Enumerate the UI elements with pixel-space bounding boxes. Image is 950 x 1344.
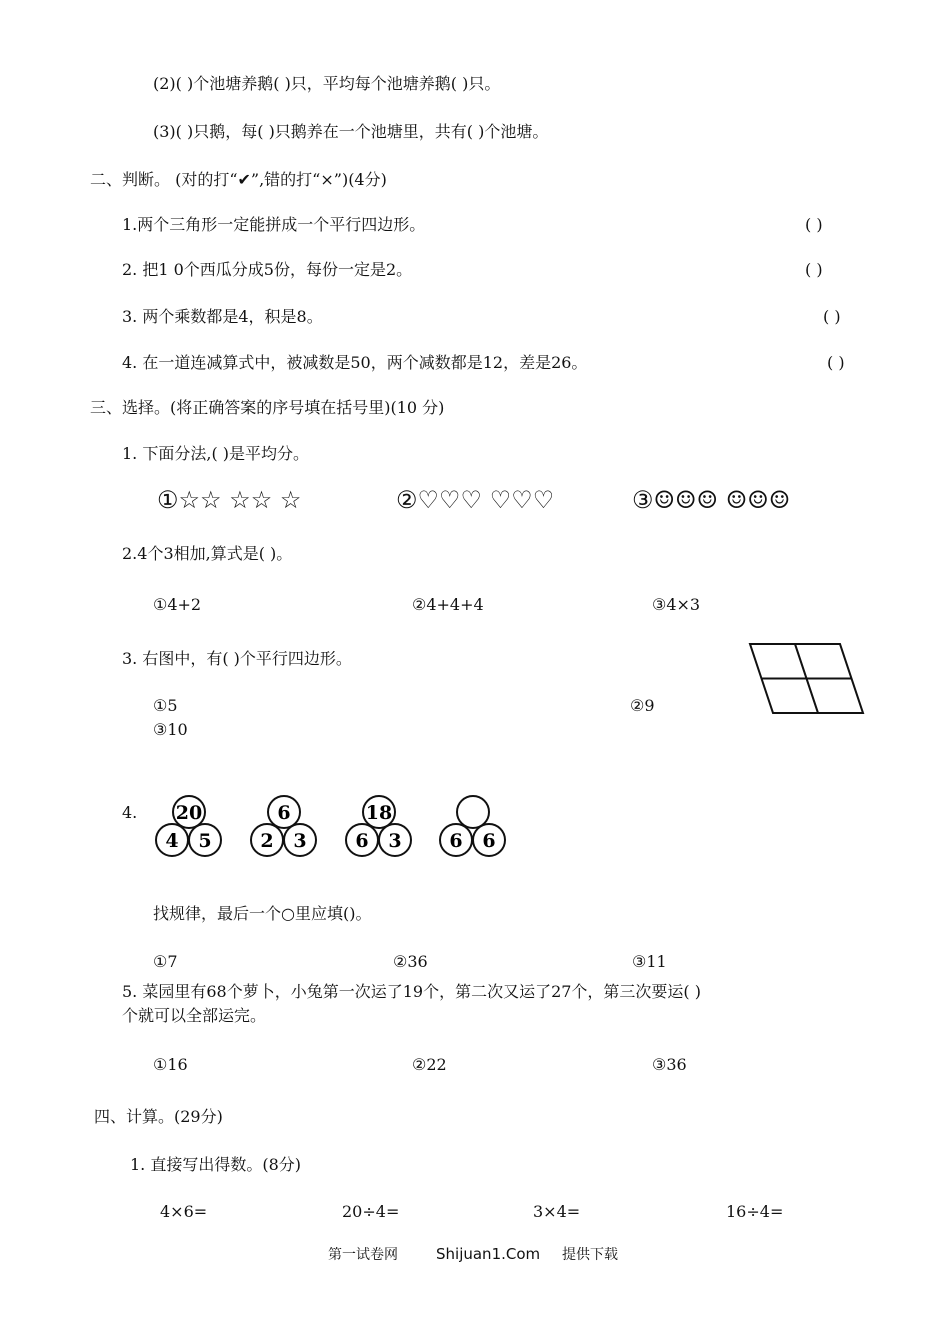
- circle-top-number: 18: [365, 802, 393, 824]
- option: ①4+2: [153, 595, 202, 614]
- question-line: 1. 下面分法,( )是平均分。: [122, 444, 310, 463]
- question-line: 3. 右图中，有( )个平行四边形。: [122, 649, 352, 668]
- circle-right-number: 3: [388, 830, 402, 852]
- question-line: 1. 直接写出得数。(8分): [130, 1155, 302, 1174]
- circle-right-number: 6: [482, 830, 496, 852]
- judge-item: 3. 两个乘数都是4，积是8。: [122, 307, 323, 326]
- option: ③36: [652, 1055, 687, 1074]
- circle-group: [438, 794, 508, 860]
- parallelogram-figure: [748, 642, 866, 716]
- circle-top-number: 20: [175, 802, 203, 824]
- question-line: (3)( )只鹅，每( )只鹅养在一个池塘里，共有( )个池塘。: [153, 122, 549, 141]
- option: ①7: [153, 952, 178, 971]
- option: ③4×3: [652, 595, 701, 614]
- option: ③10: [153, 720, 188, 739]
- circle-left-number: 6: [449, 830, 463, 852]
- footer-brand: Shijuan1.Com: [436, 1245, 541, 1263]
- circle-right-number: 5: [198, 830, 212, 852]
- circle-top-number: 6: [277, 802, 291, 824]
- section-title: 四、计算。(29分): [94, 1107, 223, 1126]
- question-line: 5. 菜园里有68个萝卜，小兔第一次运了19个，第二次又运了27个，第三次要运( ): [122, 982, 702, 1001]
- calc-item: 3×4=: [533, 1202, 581, 1221]
- question-line: 个就可以全部运完。: [122, 1006, 267, 1025]
- answer-bracket: ( ): [827, 353, 845, 372]
- calc-item: 16÷4=: [726, 1202, 784, 1221]
- calc-item: 20÷4=: [342, 1202, 400, 1221]
- option: ①5: [153, 696, 178, 715]
- option-smileys: ③☺☺☺ ☺☺☺: [632, 486, 791, 514]
- circle-group: [249, 794, 319, 860]
- section-title: 二、判断。 (对的打“✔”,错的打“×”)(4分): [90, 170, 387, 189]
- question-line: (2)( )个池塘养鹅( )只，平均每个池塘养鹅( )只。: [153, 74, 501, 93]
- judge-item: 1.两个三角形一定能拼成一个平行四边形。: [122, 215, 426, 234]
- calc-item: 4×6=: [160, 1202, 208, 1221]
- option-stars: ①☆☆ ☆☆ ☆: [157, 486, 302, 514]
- footer-download-text: 提供下载: [562, 1247, 618, 1263]
- question-line: 2.4个3相加,算式是( )。: [122, 544, 293, 563]
- footer-site-name: 第一试卷网: [328, 1247, 398, 1263]
- option: ③11: [632, 952, 667, 971]
- circle-left-number: 4: [165, 830, 179, 852]
- circle-right-number: 3: [293, 830, 307, 852]
- circle-left-number: 6: [355, 830, 369, 852]
- question-number: 4.: [122, 803, 138, 822]
- judge-item: 4. 在一道连减算式中，被减数是50，两个减数都是12，差是26。: [122, 353, 588, 372]
- option: ②9: [630, 696, 655, 715]
- option: ①16: [153, 1055, 188, 1074]
- option: ②4+4+4: [412, 595, 484, 614]
- section-title: 三、选择。(将正确答案的序号填在括号里)(10 分): [90, 398, 445, 417]
- answer-bracket: ( ): [805, 260, 823, 279]
- answer-bracket: ( ): [805, 215, 823, 234]
- question-line: 找规律，最后一个○里应填()。: [153, 904, 372, 923]
- option: ②22: [412, 1055, 447, 1074]
- circle-group: [344, 794, 414, 860]
- judge-item: 2. 把1 0个西瓜分成5份，每份一定是2。: [122, 260, 413, 279]
- option: ②36: [393, 952, 428, 971]
- option-hearts: ②♡♡♡ ♡♡♡: [396, 486, 555, 514]
- circle-left-number: 2: [260, 830, 274, 852]
- answer-bracket: ( ): [823, 307, 841, 326]
- circle-group: [154, 794, 224, 860]
